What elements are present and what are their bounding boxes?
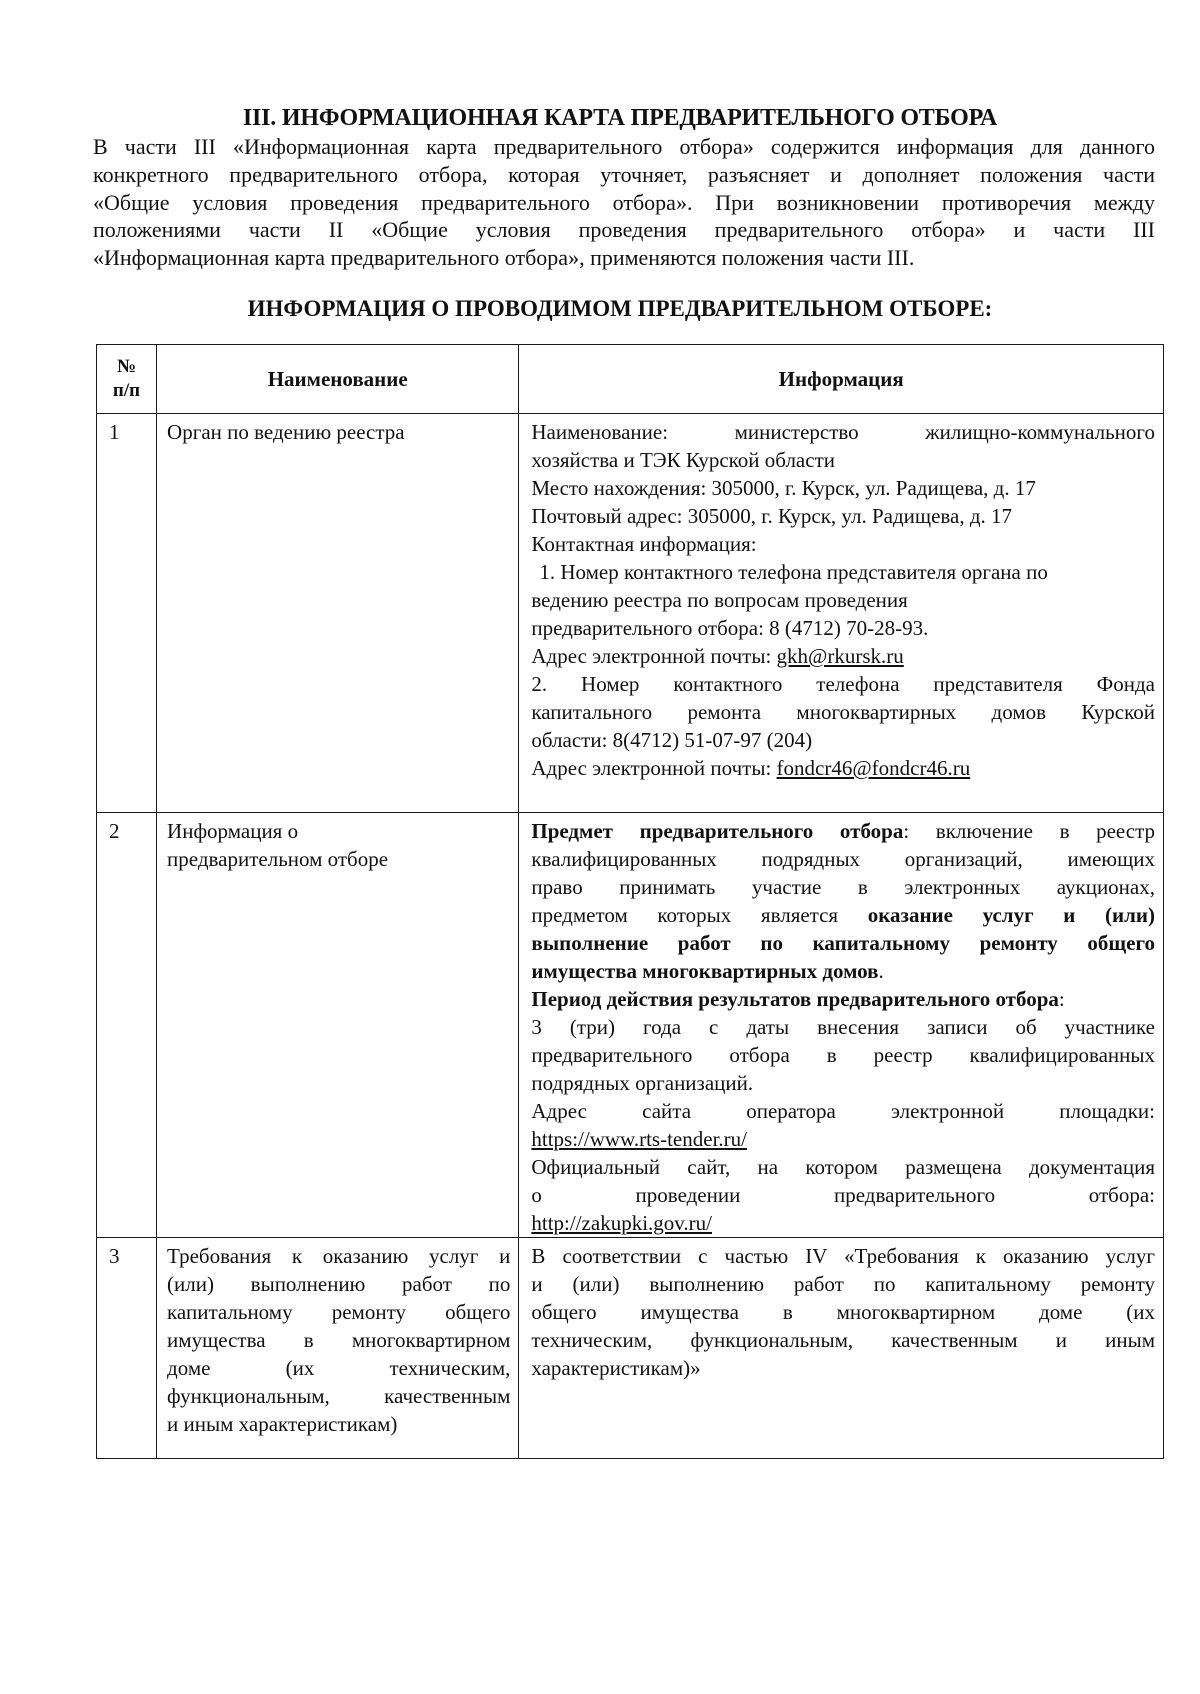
info-line: о проведении предварительного отбора: xyxy=(531,1183,1155,1207)
info-line: Период действия результатов предварительного отбора: xyxy=(531,987,1065,1011)
info-line: предметом которых является оказание услуг и (или) xyxy=(531,903,1155,927)
info-table xyxy=(96,344,1164,1459)
name-line: Требования к оказанию услуг и xyxy=(167,1244,511,1268)
info-line: выполнение работ по капитальному ремонту общего xyxy=(531,931,1155,955)
info-line: Контактная информация: xyxy=(531,532,757,556)
info-line: предварительного отбора: 8 (4712) 70-28-93. xyxy=(531,616,929,640)
info-line xyxy=(531,1209,1155,1237)
intro-line: положениями части II «Общие условия проведения предварительного отбора» и части III xyxy=(93,217,1155,243)
email-link[interactable]: gkh@rkursk.ru xyxy=(776,644,904,668)
info-line: Адрес сайта оператора электронной площадки: xyxy=(531,1099,1155,1123)
operator-site-link[interactable]: https://www.rts-tender.ru/ xyxy=(531,1127,747,1151)
name-line: имущества в многоквартирном xyxy=(167,1328,511,1352)
info-line: ведению реестра по вопросам проведения xyxy=(531,588,908,612)
row-info xyxy=(519,813,1164,1238)
info-line: 3 (три) года с даты внесения записи об участнике xyxy=(531,1015,1155,1039)
table-row xyxy=(97,1238,1164,1459)
header-number: № п/п xyxy=(97,345,157,414)
info-line xyxy=(531,1125,1155,1153)
name-line: доме (их техническим, xyxy=(167,1356,511,1380)
intro-line: В части III «Информационная карта предварительного отбора» содержится информация для данного xyxy=(93,134,1155,159)
table-row xyxy=(97,414,1164,813)
info-line: области: 8(4712) 51-07-97 (204) xyxy=(531,728,813,752)
info-line: Предмет предварительного отбора: включение в реестр xyxy=(531,819,1156,843)
info-line: квалифицированных подрядных организаций, имеющих xyxy=(531,847,1155,871)
info-line: Официальный сайт, на котором размещена документация xyxy=(531,1155,1155,1179)
table-row xyxy=(97,813,1164,1238)
info-line: характеристикам)» xyxy=(531,1356,701,1380)
intro-paragraph xyxy=(93,133,1155,272)
info-line: капитального ремонта многоквартирных домов Курской xyxy=(531,700,1155,724)
row-name: Орган по ведению реестра xyxy=(157,414,519,813)
info-line: предварительного отбора в реестр квалифицированных xyxy=(531,1043,1155,1067)
info-line: хозяйства и ТЭК Курской области xyxy=(531,448,835,472)
name-line: и иным характеристикам) xyxy=(167,1412,398,1436)
info-line: В соответствии с частью IV «Требования к оказанию услуг xyxy=(531,1244,1155,1268)
info-line: 2. Номер контактного телефона представителя Фонда xyxy=(531,672,1155,696)
intro-line: конкретного предварительного отбора, которая уточняет, разъясняет и дополняет положения части xyxy=(93,161,1155,187)
header-info: Информация xyxy=(519,345,1164,414)
info-line: Адрес электронной почты: fondcr46@fondcr46.ru xyxy=(531,756,971,780)
info-line: Почтовый адрес: 305000, г. Курск, ул. Радищева, д. 17 xyxy=(531,504,1013,528)
row-number: 3 xyxy=(97,1238,157,1459)
info-line: подрядных организаций. xyxy=(531,1071,754,1095)
info-line: техническим, функциональным, качественным и иным xyxy=(531,1328,1155,1352)
info-line: общего имущества в многоквартирном доме (их xyxy=(531,1300,1155,1324)
intro-line: «Информационная карта предварительного отбора», применяются положения части III. xyxy=(93,245,915,271)
info-line: Наименование: министерство жилищно-коммунального xyxy=(531,420,1155,444)
row-name: Информация о предварительном отборе xyxy=(157,813,519,1238)
section-title: III. ИНФОРМАЦИОННАЯ КАРТА ПРЕДВАРИТЕЛЬНОГО ОТБОРА xyxy=(242,105,998,131)
row-number: 1 xyxy=(97,414,157,813)
info-line: и (или) выполнению работ по капитальному ремонту xyxy=(531,1272,1155,1296)
table-title: ИНФОРМАЦИЯ О ПРОВОДИМОМ ПРЕДВАРИТЕЛЬНОМ ОТБОРЕ: xyxy=(247,296,993,321)
info-line: имущества многоквартирных домов. xyxy=(531,959,884,983)
info-line: 1. Номер контактного телефона представителя органа по xyxy=(539,560,1048,584)
row-number: 2 xyxy=(97,813,157,1238)
row-info xyxy=(519,1238,1164,1459)
intro-line: «Общие условия проведения предварительного отбора». При возникновении противоречия между xyxy=(93,189,1155,215)
name-line: (или) выполнению работ по xyxy=(167,1272,511,1296)
info-line: Адрес электронной почты: gkh@rkursk.ru xyxy=(531,644,904,668)
official-site-link[interactable]: http://zakupki.gov.ru/ xyxy=(531,1211,712,1235)
info-line: право принимать участие в электронных аукционах, xyxy=(531,875,1155,899)
row-name xyxy=(157,1238,519,1459)
name-line: функциональным, качественным xyxy=(167,1384,511,1408)
row-info xyxy=(519,414,1164,813)
table-header-row xyxy=(97,345,1164,414)
email-link[interactable]: fondcr46@fondcr46.ru xyxy=(776,756,971,780)
name-line: капитальному ремонту общего xyxy=(167,1300,511,1324)
header-name: Наименование xyxy=(157,345,519,414)
info-line: Место нахождения: 305000, г. Курск, ул. Радищева, д. 17 xyxy=(531,476,1036,500)
